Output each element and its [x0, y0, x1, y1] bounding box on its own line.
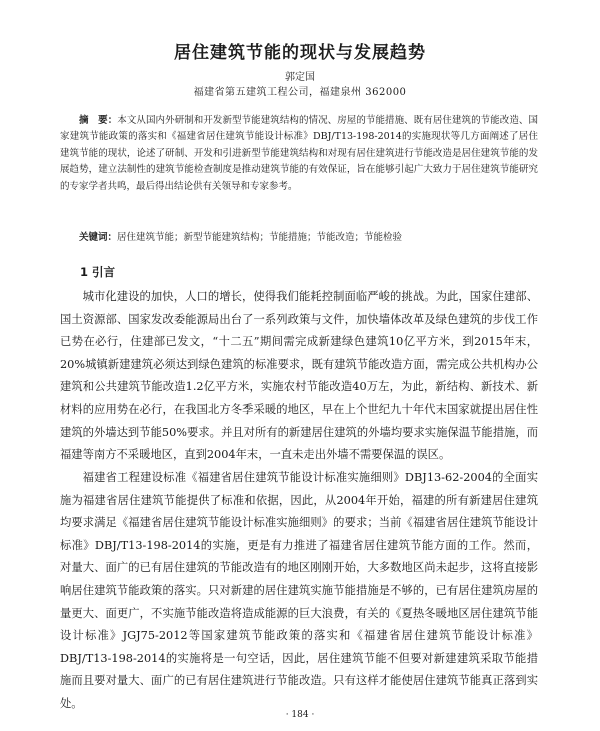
keywords-label: 关键词：: [79, 232, 118, 243]
author-affiliation: 福建省第五建筑工程公司，福建泉州 362000: [193, 87, 407, 98]
abstract-label: 摘 要：: [79, 115, 118, 126]
abstract-text: 本文从国内外研制和开发新型节能建筑结构的情况、房屋的节能措施、既有居住建筑的节能改造、国家建筑节能政策的落实和《福建省居住建筑节能设计标准》DBJ/T13-198-2014的实施现状等几方面阐述了居住建筑节能的现状，论述了研制、开发和引进新型节能建筑结构和对现有居住建筑进行节能改造是居住建筑节能的发展趋势，建立法制性的建筑节能检查制度是推动建筑节能的有效保证，旨在能够引起广大致力于居住建筑节能研究的专家学者共鸣，最后得出结论供有关领导和专家参考。: [60, 115, 538, 192]
abstract: [60, 113, 538, 195]
body-paragraph-1: 城市化建设的加快，人口的增长，使得我们能耗控制面临严峻的挑战。为此，国家住建部、国土资源部、国家发改委能源局出台了一系列政策与文件，加快墙体改革及绿色建筑的步伐工作已势在必行，住建部已发文，“十二五”期间需完成新建绿色建筑10亿平方米，到2015年末，20%城镇新建建筑必须达到绿色建筑的标准要求，既有建筑节能改造方面，需完成公共机构办公建筑和公共建筑节能改造1.2亿平方米，实施农村节能改造40万左，为此，新结构、新技术、新材料的应用势在必行，在我国北方冬季采暖的地区，早在上个世纪九十年代末国家就提出居住性建筑的外墙达到节能50%要求。并且对所有的新建居住建筑的外墙均要求实施保温节能措施，而福建等南方不采暖地区，直到2004年末，一直未走出外墙不需要保温的误区。: [60, 290, 538, 462]
paper-title: 居住建筑节能的现状与发展趋势: [174, 43, 426, 63]
keywords-text: 居住建筑节能；新型节能建筑结构；节能措施；节能改造；节能检验: [117, 232, 403, 243]
keywords: [60, 230, 538, 246]
author-name: 郭定国: [285, 72, 315, 83]
body-paragraph-2: 福建省工程建设标准《福建省居住建筑节能设计标准实施细则》DBJ13-62-2004的全面实施为福建省居住建筑节能提供了标准和依据，因此，从2004年开始，福建的所有新建居住建筑均要求满足《福建省居住建筑节能设计标准实施细则》的要求；当前《福建省居住建筑节能设计标准》DBJ/T13-198-2014的实施，更是有力推进了福建省居住建筑节能方面的工作。然而，对量大、面广的已有居住建筑的节能改造有的地区刚刚开始，大多数地区尚未起步，这将直接影响居住建筑节能政策的落实。只对新建的居住建筑实施节能措施是不够的，已有居住建筑房屋的量更大、面更广，不实施节能改造将造成能源的巨大浪费，有关的《夏热冬暖地区居住建筑节能设计标准》JGJ75-2012等国家建筑节能政策的落实和《福建省居住建筑节能设计标准》DBJ/T13-198-2014的实施将是一句空话，因此，居住建筑节能不但要对新建建筑采取节能措施而且要对量大、面广的已有居住建筑进行节能改造。只有这样才能使居住建筑节能真正落到实处。: [60, 471, 538, 710]
page-number: · 184 ·: [285, 710, 315, 720]
section-heading-introduction: 1 引言: [80, 265, 116, 279]
